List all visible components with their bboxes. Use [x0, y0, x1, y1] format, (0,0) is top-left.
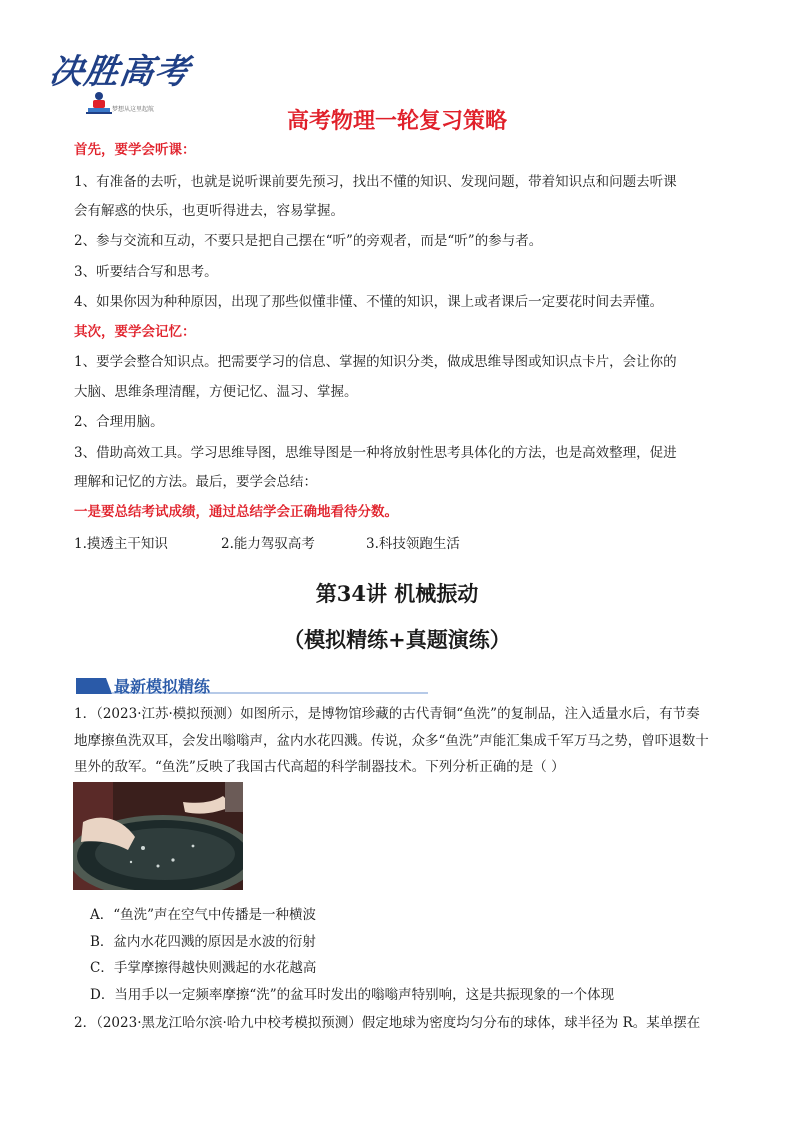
option-d: D．当用手以一定频率摩擦“洗”的盆耳时发出的嗡嗡声特别响，这是共振现象的一个体现 [90, 987, 615, 1003]
section2-line: 理解和记忆的方法。最后，要学会总结： [74, 474, 317, 490]
section2-line: 3、借助高效工具。学习思维导图，思维导图是一种将放射性思考具体化的方法，也是高效整理，促进 [74, 445, 677, 461]
section2-line: 大脑、思维条理清醒，方便记忆、温习、掌握。 [74, 384, 358, 400]
option-a: A．“鱼洗”声在空气中传播是一种横波 [90, 907, 317, 923]
section1-line: 3、听要结合写和思考。 [74, 264, 218, 280]
lecture-title: 第34讲 机械振动 [315, 581, 479, 606]
bronze-basin-photo [73, 782, 243, 890]
tip-item: 3.科技领跑生活 [366, 536, 460, 552]
question-line: 地摩擦鱼洗双耳，会发出嗡嗡声，盆内水花四溅。传说，众多“鱼洗”声能汇集成千军万马之势，曾吓退数十 [74, 733, 709, 749]
section2-line: 2、合理用脑。 [74, 414, 164, 430]
logo-text: 决胜高考 [46, 52, 193, 92]
section2-line: 1、要学会整合知识点。把需要学习的信息、掌握的知识分类，做成思维导图或知识点卡片，会让你的 [74, 354, 677, 370]
section-banner-title: 最新模拟精练 [114, 677, 211, 696]
section1-line: 4、如果你因为种种原因，出现了那些似懂非懂、不懂的知识，课上或者课后一定要花时间去弄懂。 [74, 294, 664, 310]
section1-line: 2、参与交流和互动，不要只是把自己摆在“听”的旁观者，而是“听”的参与者。 [74, 233, 543, 249]
logo-subtitle: 梦想从这里起航 [112, 106, 155, 113]
tip-item: 2.能力驾驭高考 [221, 536, 315, 552]
section1-line: 会有解惑的快乐，也更听得进去，容易掌握。 [74, 203, 344, 219]
option-b: B．盆内水花四溅的原因是水波的衍射 [90, 934, 316, 950]
question-line: 2．（2023·黑龙江哈尔滨·哈九中校考模拟预测）假定地球为密度均匀分布的球体，球半径为 R。某单摆在 [74, 1015, 701, 1031]
summary-line: 一是要总结考试成绩，通过总结学会正确地看待分数。 [74, 504, 398, 520]
section1-heading: 首先，要学会听课： [74, 142, 196, 158]
section2-heading: 其次，要学会记忆： [74, 324, 196, 340]
question-line: 1．（2023·江苏·模拟预测）如图所示，是博物馆珍藏的古代青铜“鱼洗”的复制品，注入适量水后，有节奏 [74, 706, 700, 722]
option-c: C．手掌摩擦得越快则溅起的水花越高 [90, 960, 317, 976]
question-line: 里外的敌军。“鱼洗”反映了我国古代高超的科学制器技术。下列分析正确的是（ ） [74, 759, 565, 775]
section1-line: 1、有准备的去听，也就是说听课前要先预习，找出不懂的知识、发现问题，带着知识点和问题去听课 [74, 174, 677, 190]
page-title: 高考物理一轮复习策略 [286, 109, 507, 134]
tip-item: 1.摸透主干知识 [74, 536, 168, 552]
lecture-subtitle: （模拟精练+真题演练） [283, 627, 511, 652]
